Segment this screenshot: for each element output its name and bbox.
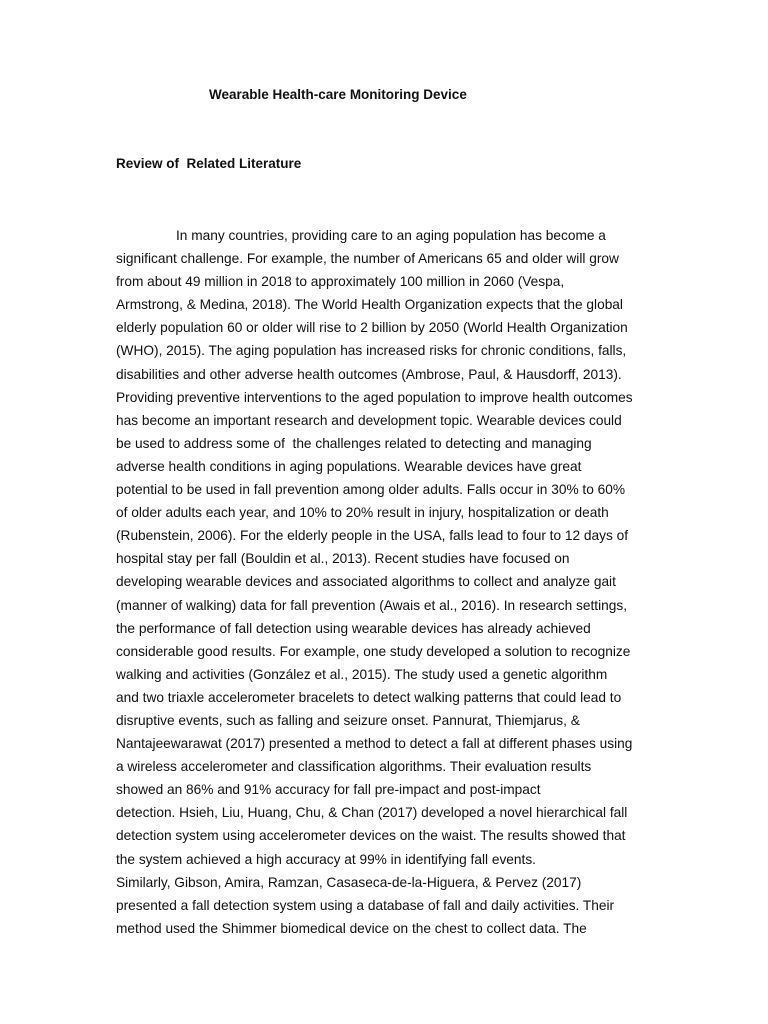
text-line: be used to address some of the challenges related to detecting and managing (116, 435, 592, 451)
text-line: detection system using accelerometer devices on the waist. The results showed that (116, 828, 626, 844)
text-line: (Rubenstein, 2006). For the elderly people in the USA, falls lead to four to 12 days of (116, 528, 629, 544)
text-line: Nantajeewarawat (2017) presented a method to detect a fall at different phases using (116, 736, 633, 752)
section-heading: Review of Related Literature (116, 156, 302, 171)
text-line: method used the Shimmer biomedical device on the chest to collect data. The (116, 920, 587, 936)
text-line: Similarly, Gibson, Amira, Ramzan, Casaseca-de-la-Higuera, & Pervez (2017) (116, 874, 582, 890)
text-line: Armstrong, & Medina, 2018). The World Health Organization expects that the global (116, 297, 623, 313)
text-line: showed an 86% and 91% accuracy for fall pre-impact and post-impact (116, 782, 541, 798)
text-line: significant challenge. For example, the number of Americans 65 and older will grow (116, 251, 619, 267)
text-line: disabilities and other adverse health outcomes (Ambrose, Paul, & Hausdorff, 2013). (116, 366, 622, 382)
text-line: and two triaxle accelerometer bracelets to detect walking patterns that could lead to (116, 689, 622, 705)
text-line: (WHO), 2015). The aging population has increased risks for chronic conditions, falls, (116, 343, 627, 359)
text-line: a wireless accelerometer and classification algorithms. Their evaluation results (116, 759, 592, 775)
text-line: hospital stay per fall (Bouldin et al., 2013). Recent studies have focused on (116, 551, 570, 567)
document-title: Wearable Health-care Monitoring Device (209, 87, 467, 102)
text-line: detection. Hsieh, Liu, Huang, Chu, & Chan (2017) developed a novel hierarchical fall (116, 805, 628, 821)
text-line: the system achieved a high accuracy at 99% in identifying fall events. (116, 851, 536, 867)
text-line: adverse health conditions in aging populations. Wearable devices have great (116, 458, 582, 474)
text-line: presented a fall detection system using a database of fall and daily activities. Their (116, 897, 615, 913)
body-paragraph (116, 224, 656, 940)
text-line: In many countries, providing care to an aging population has become a (176, 228, 606, 243)
text-line: walking and activities (González et al., 2015). The study used a genetic algorithm (116, 666, 608, 682)
text-line: from about 49 million in 2018 to approximately 100 million in 2060 (Vespa, (116, 274, 565, 290)
text-line: disruptive events, such as falling and seizure onset. Pannurat, Thiemjarus, & (116, 712, 580, 728)
text-line: of older adults each year, and 10% to 20% result in injury, hospitalization or death (116, 505, 609, 521)
text-line: elderly population 60 or older will rise to 2 billion by 2050 (World Health Organization (116, 320, 628, 336)
text-line: developing wearable devices and associated algorithms to collect and analyze gait (116, 574, 616, 590)
text-line: the performance of fall detection using wearable devices has already achieved (116, 620, 591, 636)
text-line: considerable good results. For example, one study developed a solution to recognize (116, 643, 631, 659)
text-line: (manner of walking) data for fall prevention (Awais et al., 2016). In research settings, (116, 597, 628, 613)
text-line: potential to be used in fall prevention among older adults. Falls occur in 30% to 60% (116, 482, 626, 498)
text-line: Providing preventive interventions to the aged population to improve health outcomes (116, 389, 633, 405)
text-line: has become an important research and development topic. Wearable devices could (116, 412, 622, 428)
